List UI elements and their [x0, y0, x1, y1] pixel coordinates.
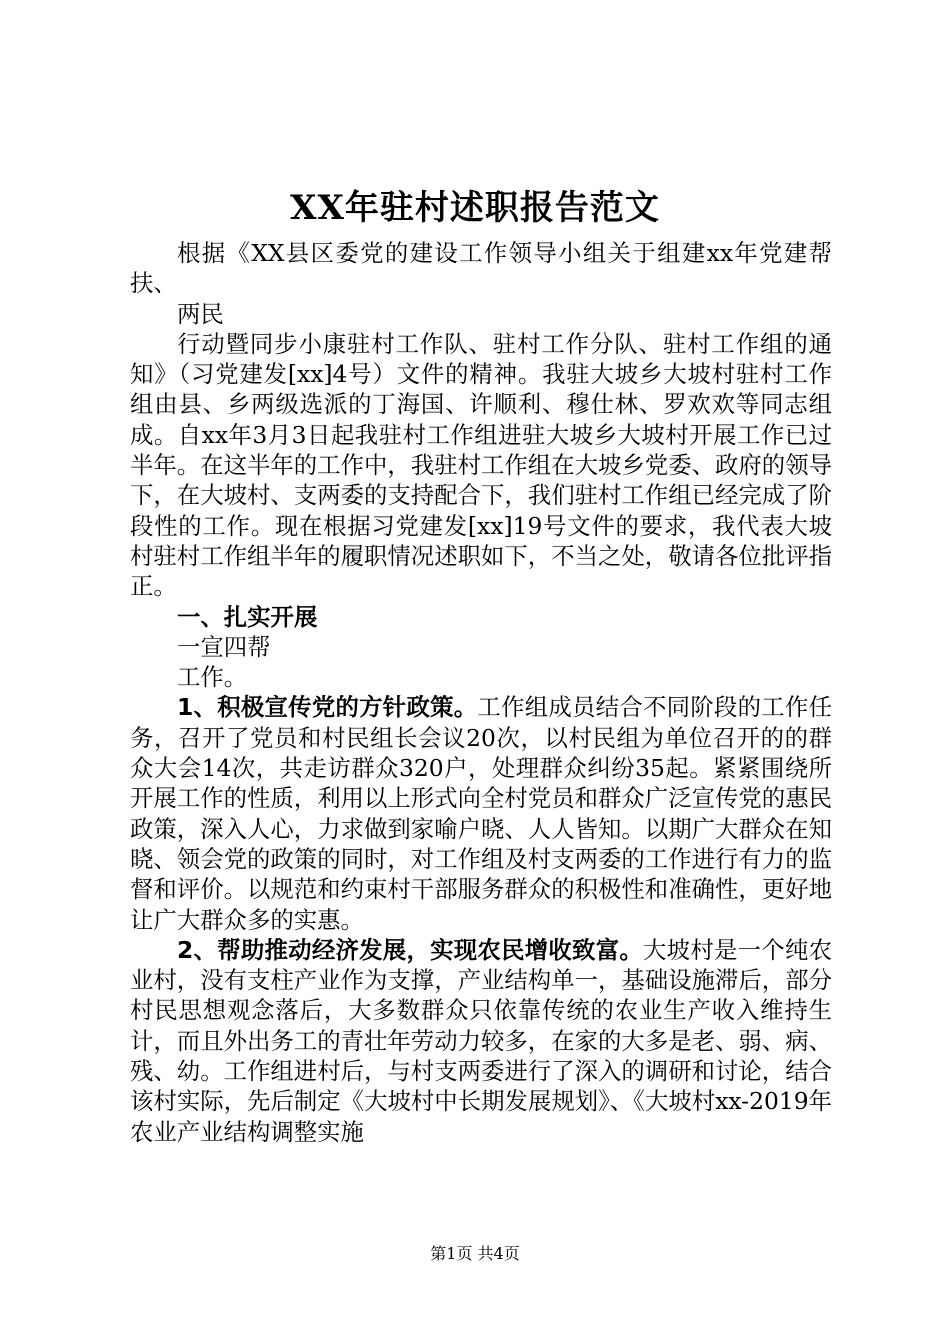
- list-item: [130, 935, 832, 1147]
- paragraph-fragment: 一宣四帮: [177, 632, 271, 661]
- document-title: XX年驻村述职报告范文: [290, 188, 660, 228]
- section-heading: 一、扎实开展: [177, 602, 318, 631]
- paragraph-fragment: 工作。: [177, 663, 248, 692]
- list-item-text: 工作组成员结合不同阶段的工作任务，召开了党员和村民组长会议20次，以村民组为单位召开的的群众大会14次，共走访群众320户，处理群众纠纷35起。紧紧围绕所开展工作的性质，利用以上形式向全村党员和群众广泛宣传党的惠民政策，深入人心，力求做到家喻户晓、人人皆知。以期广大群众在知晓、领会党的政策的同时，对工作组及村支两委的工作进行有力的监督和评价。以规范和约束村干部服务群众的积极性和准确性，更好地让广大群众多的实惠。: [130, 693, 832, 934]
- list-item-heading: 2、帮助推动经济发展，实现农民增收致富。: [177, 935, 644, 964]
- page-footer: 第1页 共4页: [430, 1244, 520, 1263]
- paragraph-main: 行动暨同步小康驻村工作队、驻村工作分队、驻村工作组的通知》（习党建发[xx]4号）文件的精神。我驻大坡乡大坡村驻村工作组由县、乡两级选派的丁海国、许顺利、穆仕林、罗欢欢等同志组成。自xx年3月3日起我驻村工作组进驻大坡乡大坡村开展工作已过半年。在这半年的工作中，我驻村工作组在大坡乡党委、政府的领导下，在大坡村、支两委的支持配合下，我们驻村工作组已经完成了阶段性的工作。现在根据习党建发[xx]19号文件的要求，我代表大坡村驻村工作组半年的履职情况述职如下，不当之处，敬请各位批评指正。: [130, 329, 832, 601]
- list-item: [130, 692, 832, 934]
- list-item-heading: 1、积极宣传党的方针政策。: [177, 693, 478, 722]
- list-item-text: 大坡村是一个纯农业村，没有支柱产业作为支撑，产业结构单一，基础设施滞后，部分村民思想观念落后，大多数群众只依靠传统的农业生产收入维持生计，而且外出务工的青壮年劳动力较多，在家的大多是老、弱、病、残、幼。工作组进村后，与村支两委进行了深入的调研和讨论，结合该村实际，先后制定《大坡村中长期发展规划》、《大坡村xx-2019年农业产业结构调整实施: [130, 935, 832, 1146]
- paragraph-fragment: 两民: [177, 299, 224, 328]
- paragraph-intro: 根据《XX县区委党的建设工作领导小组关于组建xx年党建帮扶、: [130, 239, 832, 298]
- document-body: [130, 238, 832, 1147]
